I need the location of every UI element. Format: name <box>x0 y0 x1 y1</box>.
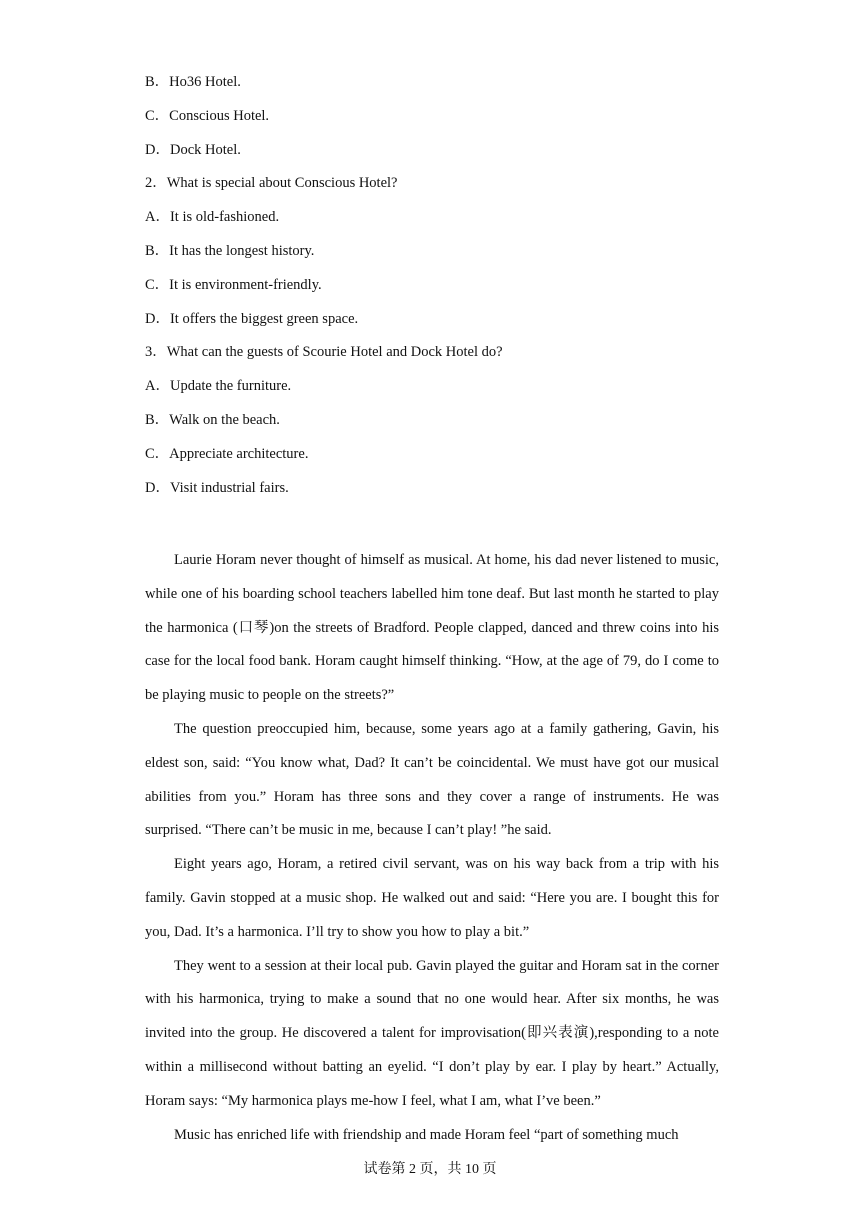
q2-option-a: A．It is old-fashioned. <box>145 209 280 225</box>
passage-paragraph-1: Laurie Horam never thought of himself as musical. At home, his dad never listened to music, while one of his boarding school teachers labelled him tone deaf. But last month he started to play the harmonica (口琴)on the streets of Bradford. People clapped, danced and threw coins into his case for the local food bank. Horam caught himself thinking. “How, at the age of 79, do I come to be playing music to people on the streets?” <box>145 552 719 704</box>
q3-option-c: C．Appreciate architecture. <box>145 446 309 462</box>
q2-option-c: C．It is environment-friendly. <box>145 277 322 293</box>
passage-paragraph-5: Music has enriched life with friendship and made Horam feel “part of something much <box>174 1126 679 1143</box>
q2-option-b: B．It has the longest history. <box>145 243 315 259</box>
passage-paragraph-4: They went to a session at their local pub. Gavin played the guitar and Horam sat in the corner with his harmonica, trying to make a sound that no one would hear. After six months, he was invited into the group. He discovered a talent for improvisation(即兴表演),responding to a note within a millisecond without batting an eyelid. “I don’t play by ear. I play by heart.” Actually, Horam says: “My harmonica plays me-how I feel, what I am, what I’ve been.” <box>145 957 719 1109</box>
q3-option-d: D．Visit industrial fairs. <box>145 480 289 496</box>
page-footer: 试卷第 2 页，共 10 页 <box>363 1162 497 1177</box>
q2-option-d: D．It offers the biggest green space. <box>145 311 359 327</box>
option-b-ho36: B．Ho36 Hotel. <box>145 74 241 90</box>
option-c-conscious: C．Conscious Hotel. <box>145 108 270 124</box>
option-d-dock: D．Dock Hotel. <box>145 142 241 158</box>
reading-passage <box>145 544 719 1152</box>
question-3: 3．What can the guests of Scourie Hotel and Dock Hotel do? <box>145 344 503 360</box>
question-2: 2．What is special about Conscious Hotel? <box>145 175 398 191</box>
q3-option-b: B．Walk on the beach. <box>145 412 280 428</box>
passage-paragraph-3: Eight years ago, Horam, a retired civil servant, was on his way back from a trip with his family. Gavin stopped at a music shop. He walked out and said: “Here you are. I bought this for you, Dad. It’s a harmonica. I’ll try to show you how to play a bit.” <box>145 856 719 940</box>
q3-option-a: A．Update the furniture. <box>145 378 292 394</box>
passage-paragraph-2: The question preoccupied him, because, some years ago at a family gathering, Gavin, his eldest son, said: “You know what, Dad? It can’t be coincidental. We must have got our musical abilities from you.” Horam has three sons and they cover a range of instruments. He was surprised. “There can’t be music in me, because I can’t play! ”he said. <box>145 720 719 839</box>
